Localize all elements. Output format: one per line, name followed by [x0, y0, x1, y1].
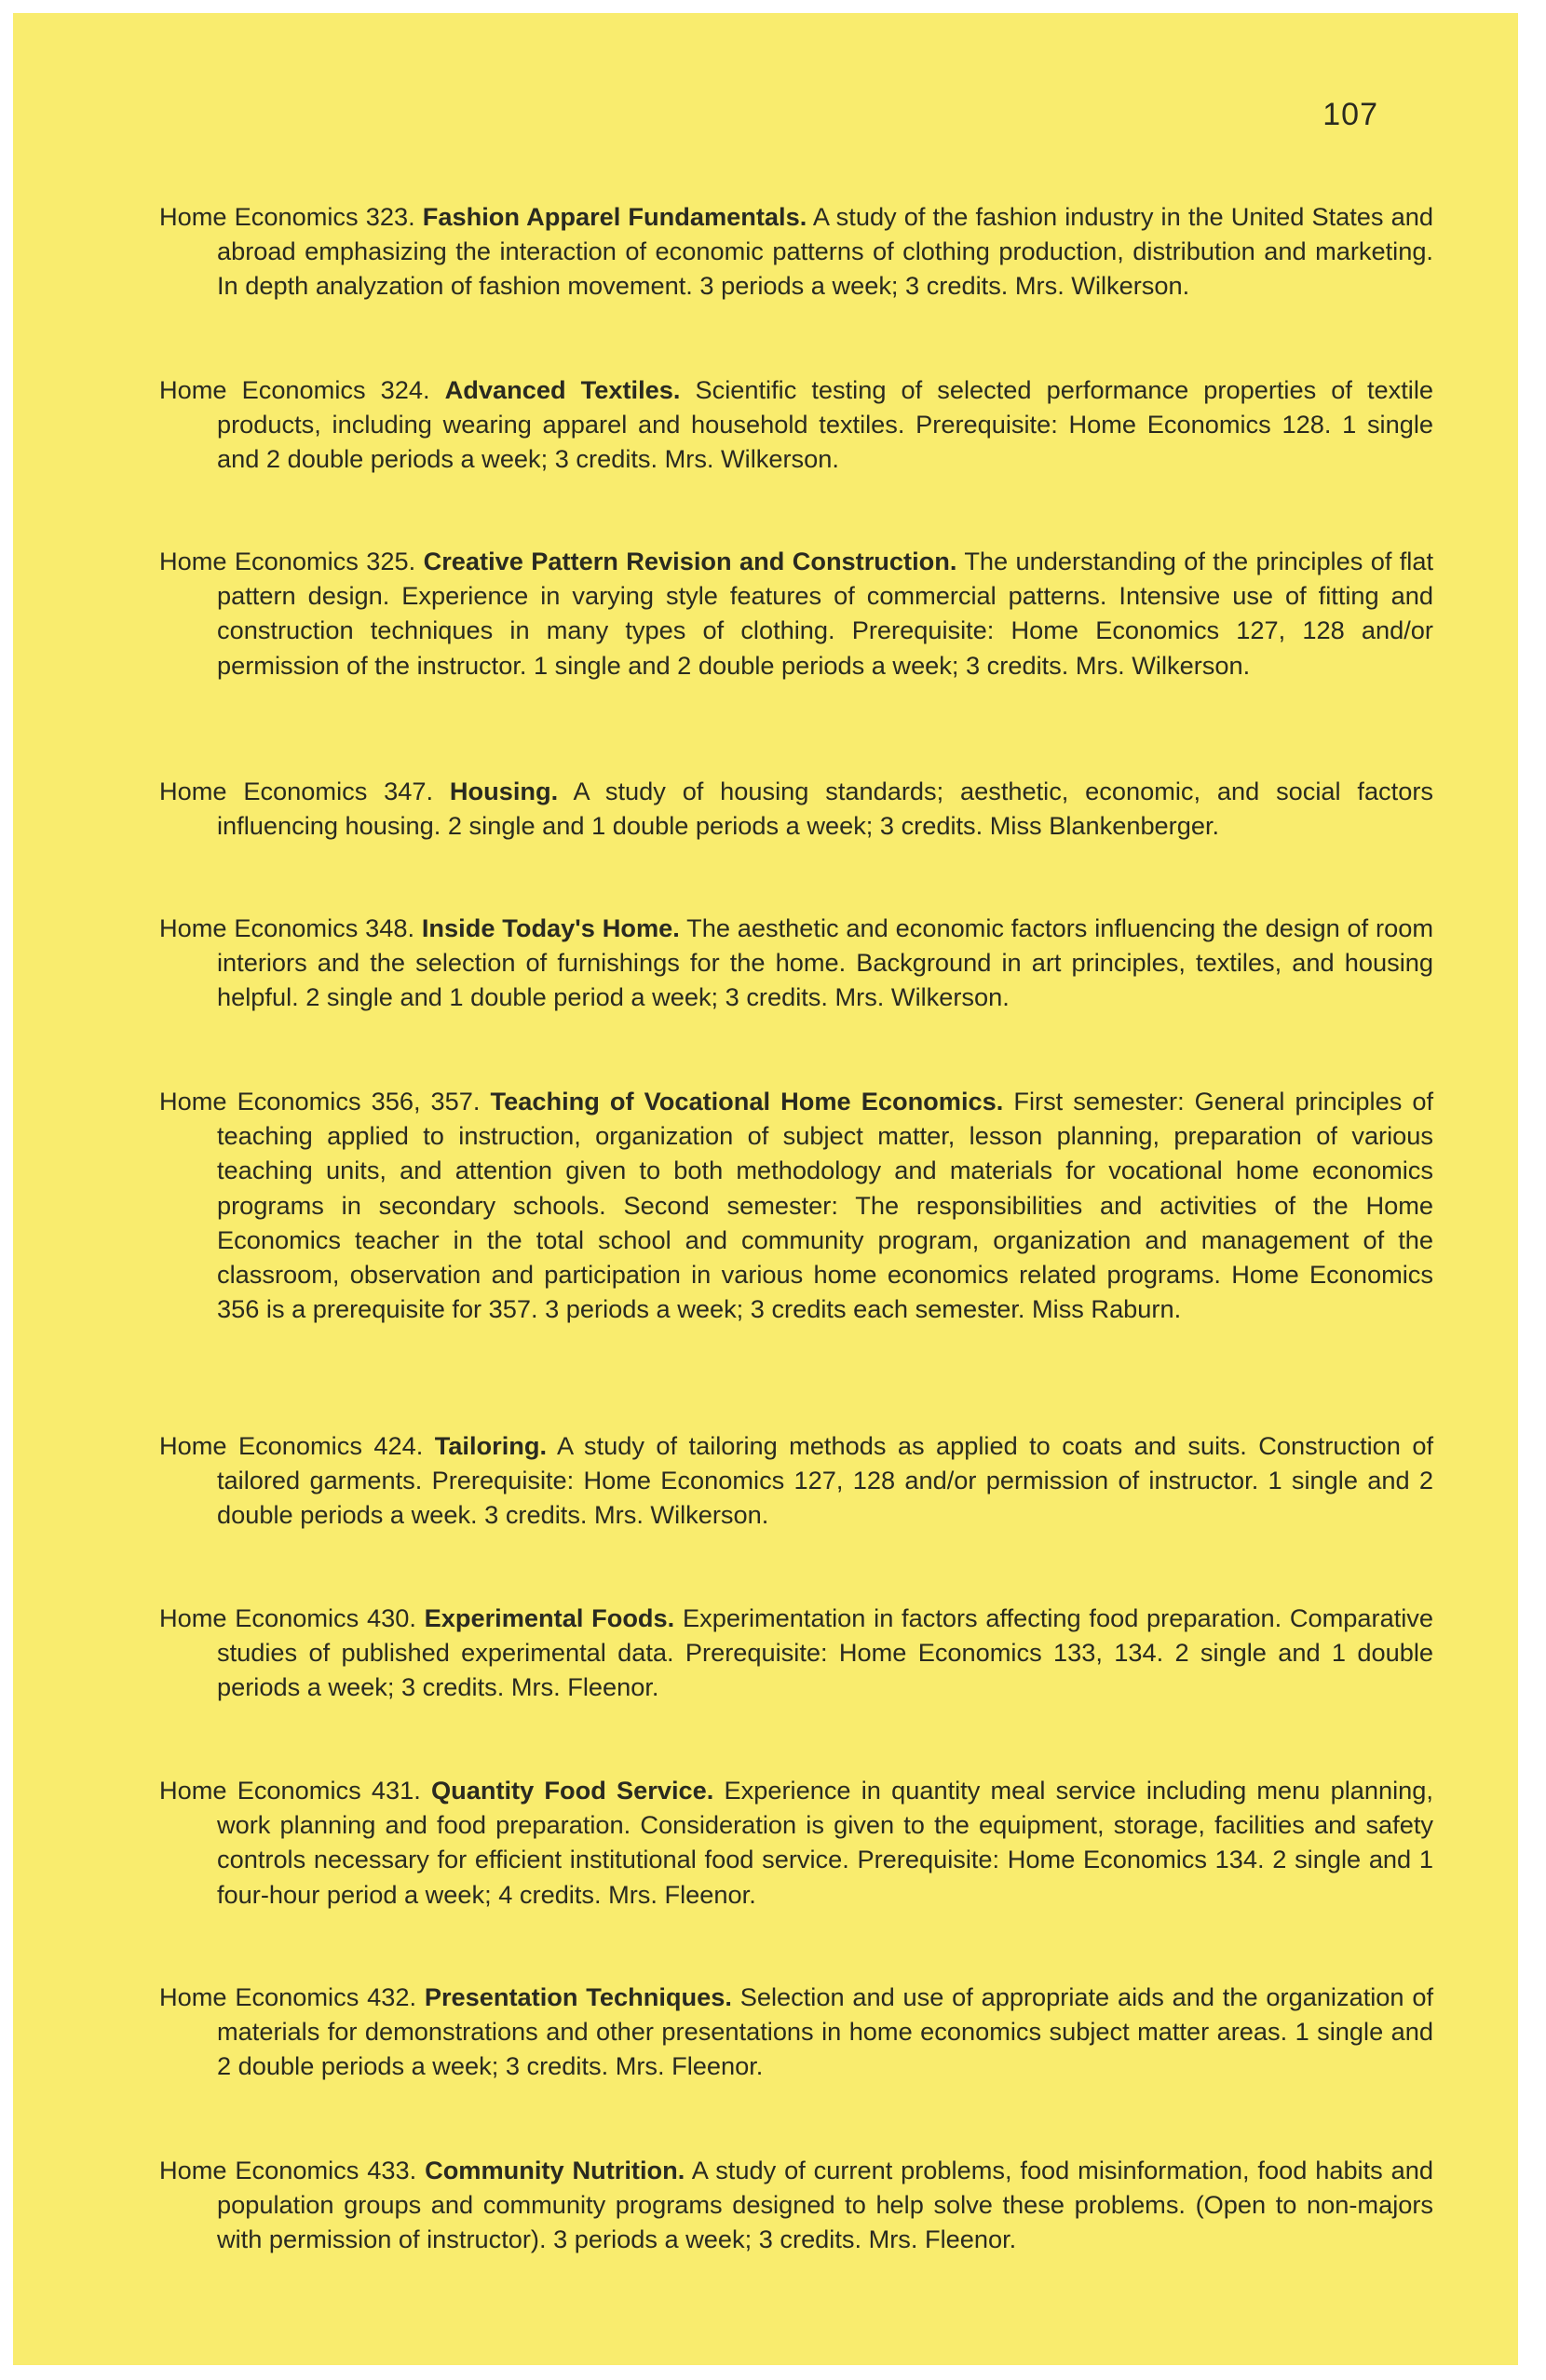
- course-description: Selection and use of appropriate aids and the organization of materials for demonstrations and other presentations in home economics subject matter areas. 1 single and 2 double periods a week; 3 credits. Mrs. Fleenor.: [217, 1982, 1433, 2081]
- course-entry-356-357: [159, 1084, 1433, 1326]
- course-entry-424: [159, 1428, 1433, 1533]
- catalog-page: [13, 13, 1518, 2365]
- course-description: A study of the fashion industry in the United States and abroad emphasizing the interaction of economic patterns of clothing production, distribution and marketing. In depth analyzation of fashion movement. 3 periods a week; 3 credits. Mrs. Wilkerson.: [217, 202, 1434, 301]
- course-number: Home Economics 347.: [159, 777, 434, 805]
- course-title: Community Nutrition.: [425, 2156, 685, 2184]
- course-title: Tailoring.: [434, 1431, 548, 1460]
- course-entry-432: [159, 1980, 1433, 2084]
- course-number: Home Economics 424.: [159, 1431, 424, 1460]
- course-title: Presentation Techniques.: [424, 1982, 732, 2011]
- course-description: Experience in quantity meal service including menu planning, work planning and food preparation. Consideration is given to the equipment, storage, facilities and safety controls necessary for efficient institutional food service. Prerequisite: Home Economics 134. 2 single and 1 four-hour period a week; 4 credits. Mrs. Fleenor.: [217, 1776, 1433, 1909]
- course-entry-347: [159, 774, 1433, 843]
- course-description: A study of tailoring methods as applied to coats and suits. Construction of tailored garments. Prerequisite: Home Economics 127, 128 and/or permission of instructor. 1 single and 2 double periods a week. 3 credits. Mrs. Wilkerson.: [217, 1431, 1434, 1530]
- course-description: A study of current problems, food misinformation, food habits and population groups and community programs designed to help solve these problems. (Open to non-majors with permission of instructor). 3 periods a week; 3 credits. Mrs. Fleenor.: [217, 2156, 1433, 2254]
- course-number: Home Economics 324.: [159, 375, 430, 404]
- course-description: A study of housing standards; aesthetic, economic, and social factors influencing housing. 2 single and 1 double periods a week; 3 credits. Miss Blankenberger.: [217, 777, 1433, 841]
- course-description: Experimentation in factors affecting food preparation. Comparative studies of published experimental data. Prerequisite: Home Economics 133, 134. 2 single and 1 double periods a week; 3 credits. Mrs. Fleenor.: [217, 1603, 1434, 1702]
- course-entry-348: [159, 911, 1433, 1015]
- course-title: Quantity Food Service.: [430, 1776, 714, 1805]
- course-title: Teaching of Vocational Home Economics.: [490, 1087, 1004, 1116]
- course-entry-325: [159, 544, 1433, 683]
- course-number: Home Economics 325.: [159, 547, 416, 575]
- course-number: Home Economics 431.: [159, 1776, 421, 1805]
- course-description: First semester: General principles of teaching applied to instruction, organization of subject matter, lesson planning, preparation of various teaching units, and attention given to both methodology and materials for vocational home economics programs in secondary schools. Second semester: The responsibilities and activities of the Home Economics teacher in the total school and community program, organization and management of the classroom, observation and participation in various home economics related programs. Home Economics 356 is a prerequisite for 357. 3 periods a week; 3 credits each semester. Miss Raburn.: [217, 1087, 1434, 1324]
- course-title: Fashion Apparel Fundamentals.: [422, 202, 807, 231]
- course-description: Scientific testing of selected performance properties of textile products, including wearing apparel and household textiles. Prerequisite: Home Economics 128. 1 single and 2 double periods a week; 3 credits. Mrs. Wilkerson.: [217, 375, 1434, 474]
- course-entry-430: [159, 1601, 1433, 1705]
- course-number: Home Economics 348.: [159, 913, 415, 942]
- course-description: The aesthetic and economic factors influencing the design of room interiors and the selection of furnishings for the home. Background in art principles, textiles, and housing helpful. 2 single and 1 double period a week; 3 credits. Mrs. Wilkerson.: [217, 913, 1433, 1012]
- page-number: 107: [1322, 97, 1378, 132]
- course-title: Housing.: [449, 777, 559, 805]
- course-number: Home Economics 430.: [159, 1603, 416, 1632]
- course-entry-431: [159, 1773, 1433, 1912]
- course-number: Home Economics 432.: [159, 1982, 416, 2011]
- course-entry-323: [159, 199, 1433, 304]
- course-description: The understanding of the principles of flat pattern design. Experience in varying style features of commercial patterns. Intensive use of fitting and construction techniques in many types of clothing. Prerequisite: Home Economics 127, 128 and/or permission of the instructor. 1 single and 2 double periods a week; 3 credits. Mrs. Wilkerson.: [217, 547, 1434, 680]
- course-number: Home Economics 323.: [159, 202, 415, 231]
- course-entry-433: [159, 2153, 1433, 2257]
- course-number: Home Economics 356, 357.: [159, 1087, 481, 1116]
- course-title: Creative Pattern Revision and Construction.: [423, 547, 957, 575]
- course-number: Home Economics 433.: [159, 2156, 417, 2184]
- course-title: Inside Today's Home.: [421, 913, 680, 942]
- course-title: Experimental Foods.: [424, 1603, 675, 1632]
- course-entry-324: [159, 372, 1433, 477]
- course-title: Advanced Textiles.: [444, 375, 681, 404]
